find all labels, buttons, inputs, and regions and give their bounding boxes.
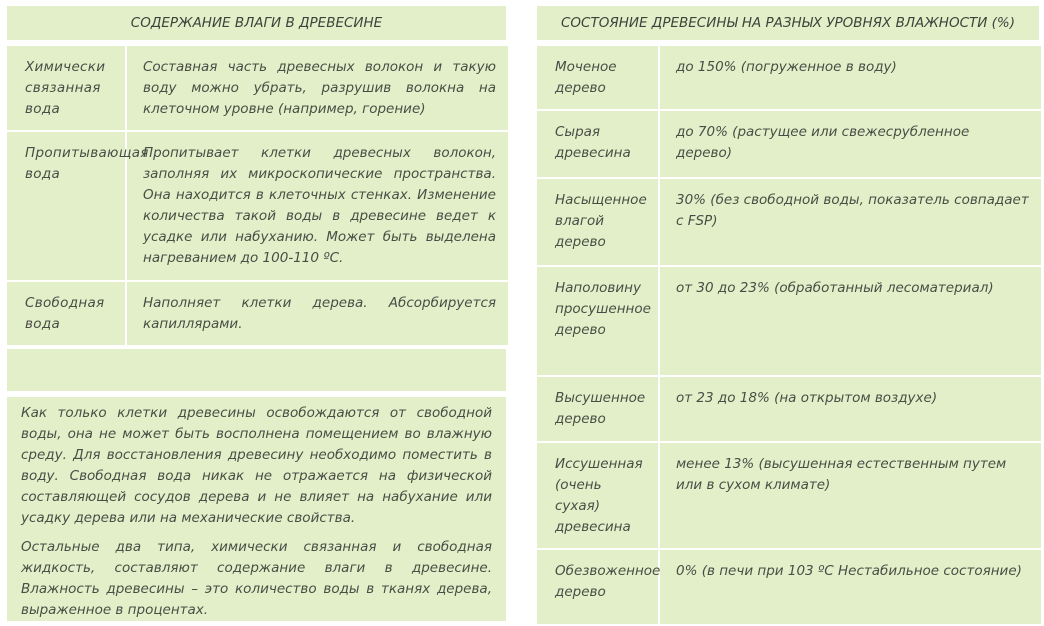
- moisture-levels-table: [535, 44, 1043, 626]
- row-value: до 70% (растущее или свежесрубленное дерево): [659, 110, 1042, 178]
- row-state: Наполовину просушенное дерево: [536, 266, 659, 376]
- table-row: [536, 110, 1042, 178]
- table-row: [536, 549, 1042, 625]
- table-row: [536, 178, 1042, 266]
- row-term: Свободная вода: [6, 281, 126, 346]
- row-desc: Составная часть древесных волокон и такую воду можно убрать, разрушив волокна на клеточном уровне (например, горение): [126, 45, 509, 131]
- row-value: от 23 до 18% (на открытом воздухе): [659, 376, 1042, 442]
- row-state: Сырая древесина: [536, 110, 659, 178]
- row-desc: Наполняет клетки дерева. Абсорбируется капиллярами.: [126, 281, 509, 346]
- row-value: от 30 до 23% (обработанный лесоматериал): [659, 266, 1042, 376]
- row-value: до 150% (погруженное в воду): [659, 45, 1042, 110]
- table-row: [536, 376, 1042, 442]
- left-header: [7, 6, 506, 40]
- row-state: Высушенное дерево: [536, 376, 659, 442]
- note-paragraph: Остальные два типа, химически связанная и свободная жидкость, составляют содержание влаги в древесине. Влажность древесины – это количество воды в тканях дерева, выраженное в процентах.: [21, 539, 492, 618]
- moisture-content-table: [5, 44, 510, 347]
- right-header-text: СОСТОЯНИЕ ДРЕВЕСИНЫ НА РАЗНЫХ УРОВНЯХ ВЛАЖНОСТИ (%): [561, 15, 1015, 31]
- right-header: [537, 6, 1039, 40]
- row-state: Иссушенная (очень сухая) древесина: [536, 442, 659, 549]
- row-value: менее 13% (высушенная естественным путем или в сухом климате): [659, 442, 1042, 549]
- row-value: 0% (в печи при 103 ºС Нестабильное состояние): [659, 549, 1042, 625]
- note-box: [7, 397, 506, 621]
- table-row: [6, 45, 509, 131]
- table-row: [536, 442, 1042, 549]
- left-header-text: СОДЕРЖАНИЕ ВЛАГИ В ДРЕВЕСИНЕ: [130, 15, 383, 31]
- note-paragraph: Как только клетки древесины освобождаются от свободной воды, она не может быть восполнена помещением во влажную среду. Для восстановления древесину необходимо поместить в воду. Свободная вода никак не отражается на физической составляющей сосудов дерева и не влияет на набухание или усадку дерева или на механические свойства.: [21, 405, 492, 526]
- empty-panel: [7, 349, 506, 391]
- row-desc: Пропитывает клетки древесных волокон, заполняя их микроскопические пространства. Она находится в клеточных стенках. Изменение количества такой воды в древесине ведет к усадке или набуханию. Может быть выделена нагреванием до 100-110 ºС.: [126, 131, 509, 281]
- table-row: [536, 45, 1042, 110]
- row-term: Химически связанная вода: [6, 45, 126, 131]
- table-row: [6, 281, 509, 346]
- row-state: Моченое дерево: [536, 45, 659, 110]
- row-value: 30% (без свободной воды, показатель совпадает с FSP): [659, 178, 1042, 266]
- table-row: [536, 266, 1042, 376]
- row-state: Насыщенное влагой дерево: [536, 178, 659, 266]
- row-state: Обезвоженное дерево: [536, 549, 659, 625]
- table-row: [6, 131, 509, 281]
- row-term: Пропитывающая вода: [6, 131, 126, 281]
